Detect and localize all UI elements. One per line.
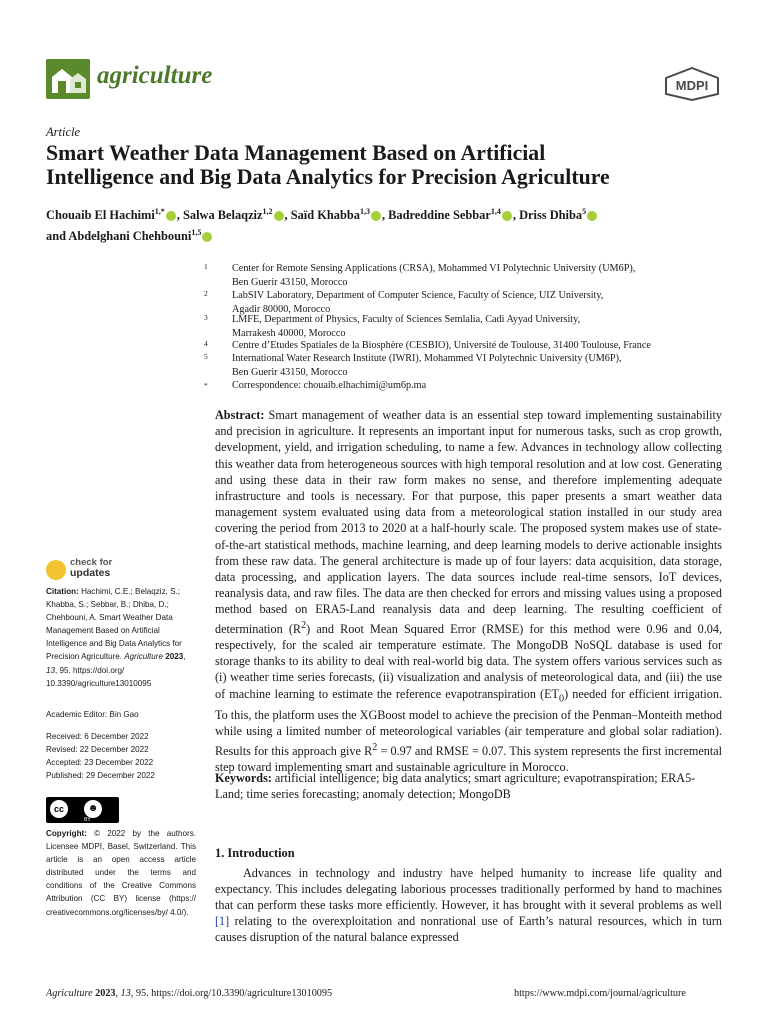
abstract-text: ) and Root Mean Squared Error (RMSE) for this method were 0.96 and 0.04, respectively, for the scaled air temperature estimate. The MongoDB NoSQL database is used for storage thanks to its ability to deal with real-world big data. The system offers various services such as (i) weather time series forecasts, (ii) visualization and analysis of meteorological data, and (iii) the use of machine learning to estimate the reference evapotranspiration (ET — [215, 621, 722, 701]
affiliation-number: 4 — [204, 339, 208, 348]
abstract-text: ) needed for efficient irrigation. To this, the platform uses the XGBoost model to achieve the precision of the Penman–Monteith method while using a limited number of meteorological variables (air temperature and global solar radiation). Results for this approach give R — [215, 686, 722, 758]
orcid-icon[interactable] — [587, 211, 597, 221]
cc-icon: cc — [50, 800, 68, 818]
intro-text: relating to the overexploitation and nonrational use of Earth’s natural resources, which in turn causes disruption of the natural balance expressed — [215, 914, 722, 944]
abstract-label: Abstract: — [215, 408, 265, 422]
mdpi-logo[interactable] — [664, 67, 720, 101]
affiliation-line: Ben Guerir 43150, Morocco — [232, 366, 348, 378]
copyright-block — [46, 827, 196, 919]
affiliation-line: LMFE, Department of Physics, Faculty of Sciences Semlalia, Cadi Ayyad University, — [232, 314, 581, 325]
orcid-icon[interactable] — [202, 232, 212, 242]
article-type: Article — [46, 125, 81, 139]
check-label-2: updates — [70, 567, 111, 579]
affiliation-number: 1 — [204, 262, 208, 271]
abstract — [215, 407, 722, 775]
affiliation-number: 2 — [204, 289, 208, 298]
affiliation-line: International Water Research Institute (IWRI), Mohammed VI Polytechnic University (UM6P), — [232, 353, 622, 364]
accepted-date: Accepted: 23 December 2022 — [46, 758, 154, 768]
orcid-icon[interactable] — [371, 211, 381, 221]
received-date: Received: 6 December 2022 — [46, 732, 149, 741]
copyright-text: © 2022 by the authors. Licensee MDPI, Basel, Switzerland. This article is an open access article distributed under the terms and conditions of the Creative Commons Attribution (CC BY) license (https:// creativecommons.org/licenses/by/ 4.0/). — [46, 829, 196, 917]
abstract-sub: 0 — [559, 692, 565, 704]
article-title — [46, 141, 726, 189]
citation-volume: 13 — [46, 665, 56, 675]
intro-paragraph — [215, 865, 722, 945]
author-affiliation-sup: 1,2 — [262, 207, 273, 216]
journal-logo — [46, 59, 90, 99]
footer-year: 2023 — [95, 988, 116, 999]
keywords-text: artificial intelligence; big data analytics; smart agriculture; evapotranspiration; ERA5-Land; time series forecasting; anomaly detection; MongoDB — [215, 771, 696, 802]
by-label: BY — [84, 817, 91, 823]
copyright-label: Copyright: — [46, 829, 87, 838]
affiliation-number: 5 — [204, 352, 208, 361]
author-affiliation-sup: 5 — [582, 207, 587, 216]
footer-volume: 13 — [120, 988, 131, 999]
journal-name[interactable]: agriculture — [97, 62, 213, 89]
correspondence-line[interactable]: Correspondence: chouaib.elhachimi@um6p.ma — [232, 380, 427, 391]
barn-icon — [46, 59, 90, 99]
orcid-icon[interactable] — [502, 211, 512, 221]
check-label-1: check for — [70, 557, 113, 568]
correspondence-marker: * — [204, 381, 208, 390]
keywords — [215, 770, 722, 802]
author-name[interactable]: Badreddine Sebbar — [388, 208, 491, 223]
academic-editor: Academic Editor: Bin Gao — [46, 710, 139, 719]
dates-block — [46, 730, 196, 782]
orcid-icon[interactable] — [274, 211, 284, 221]
reference-link[interactable]: [1] — [215, 914, 230, 928]
mdpi-hexagon-icon — [664, 67, 720, 101]
footer-doi[interactable]: , 95. https://doi.org/10.3390/agriculture13010095 — [130, 988, 333, 999]
cc-by-badge[interactable] — [46, 797, 119, 823]
abstract-text: = 0.97 and RMSE = 0.07. This system represents the first incremental step toward implementing smart and sustainable agriculture in Morocco. — [215, 743, 723, 774]
author-affiliation-sup: 1,5 — [191, 228, 202, 238]
abstract-sup: 2 — [301, 619, 307, 631]
check-icon — [46, 560, 66, 580]
affiliation-line: Ben Guerir 43150, Morocco — [232, 276, 348, 288]
published-date: Published: 29 December 2022 — [46, 771, 155, 781]
citation-text: Hachimi, C.E.; Belaqziz, S.; Khabba, S.; Sebbar, B.; Dhiba, D.; Chehbouni, A. Smart Weather Data Management Based on Artificial Intelligence and Big Data Analytics for Precision Agriculture. — [46, 587, 182, 662]
footer-url[interactable]: https://www.mdpi.com/journal/agriculture — [514, 988, 686, 999]
revised-date: Revised: 22 December 2022 — [46, 745, 149, 755]
author-conjunction: and — [46, 229, 66, 244]
footer-citation: Agriculture 2023, 13, 95. https://doi.org/10.3390/agriculture13010095 — [46, 988, 333, 999]
affiliation-line: Centre d’Etudes Spatiales de la Biosphère (CESBIO), Université de Toulouse, 31400 Toulouse, France — [232, 340, 651, 351]
author-name[interactable]: Chouaib El Hachimi — [46, 208, 155, 223]
author-list: Chouaib El Hachimi$^{1,*}$ , Salwa Belaqziz$^{1,2}$ , Saïd Khabba$^{1,3}$ , Badreddine Sebbar$^{1,4}$ , Driss Dhiba$^5$ and Abdelghani Chehbouni$^{1,5}$ — [46, 203, 726, 245]
citation-year: 2023 — [165, 652, 184, 662]
section-heading: 1. Introduction — [215, 846, 295, 860]
author-name[interactable]: Driss Dhiba — [519, 208, 583, 223]
intro-text: Advances in technology and industry have helped humanity to increase life quality and expectancy. This includes delegating laborious processes traditionally performed by hand to machines that can perform these tasks more efficiently. However, it has brought with it several problems as well — [215, 866, 722, 912]
affiliation-number: 3 — [204, 313, 208, 322]
abstract-text: Smart management of weather data is an essential step toward implementing sustainability and precision in agriculture. It represents an important input for numerous tasks, such as crop growth, development, yield, and irrigation scheduling, to name a few. Advances in technology allow collecting this weather data from heterogeneous sources with high temporal resolution and at low cost. Generating and using these data in their raw form makes no sense, and therefore implementing adequate infrastructure and tools is necessary. For that purpose, this paper presents a smart weather data management system evaluated using data from a meteorological station installed in our study area covering the period from 2013 to 2020 at a half-hourly scale. The proposed system makes use of state-of-the-art statistical methods, machine learning, and deep learning models to derive actionable insights from these raw data. The general architecture is made up of four layers: data acquisition, data storage, data processing, and application layers. The data sources include real-time sensors, IoT devices, reanalysis data, and raw files. The data are then checked for errors and missing values using a proposed method based on ERA5-Land reanalysis data and deep learning. The resulting coefficient of determination (R — [215, 408, 722, 636]
author-affiliation-sup: 1,4 — [490, 207, 501, 216]
abstract-sup: 2 — [372, 741, 378, 753]
affiliation-line: Center for Remote Sensing Applications (CRSA), Mohammed VI Polytechnic University (UM6P), — [232, 263, 636, 274]
author-name[interactable]: Saïd Khabba — [290, 208, 360, 223]
orcid-icon[interactable] — [166, 211, 176, 221]
affiliation-line: Agadir 80000, Morocco — [232, 303, 331, 315]
person-icon: ☻ — [84, 800, 102, 818]
affiliation-line: LabSIV Laboratory, Department of Computer Science, Faculty of Science, UIZ University, — [232, 290, 604, 301]
citation-journal: Agriculture — [124, 652, 163, 662]
author-affiliation-sup: 1,3 — [359, 207, 370, 216]
title-line-1: Smart Weather Data Management Based on Artificial — [46, 141, 546, 165]
author-name[interactable]: Abdelghani Chehbouni — [68, 229, 192, 244]
citation-doi[interactable]: , 95. https://doi.org/ 10.3390/agriculture13010095 — [46, 665, 152, 688]
affiliation-line: Marrakesh 40000, Morocco — [232, 327, 346, 339]
author-affiliation-sup: 1,* — [154, 207, 165, 216]
citation-label: Citation: — [46, 587, 79, 596]
citation-block: Citation: Hachimi, C.E.; Belaqziz, S.; Khabba, S.; Sebbar, B.; Dhiba, D.; Chehbouni, A. Smart Weather Data Management Based on Artificial Intelligence and Big Data Analytics for Precision Agriculture. Agriculture 2023, 13, 95. https://doi.org/ 10.3390/agriculture13010095 — [46, 587, 186, 688]
mdpi-text: MDPI — [675, 78, 709, 93]
title-line-2: Intelligence and Big Data Analytics for Precision Agriculture — [46, 165, 610, 189]
footer-journal: Agriculture — [46, 988, 93, 999]
author-name[interactable]: Salwa Belaqziz — [183, 208, 263, 223]
keywords-label: Keywords: — [215, 771, 272, 785]
